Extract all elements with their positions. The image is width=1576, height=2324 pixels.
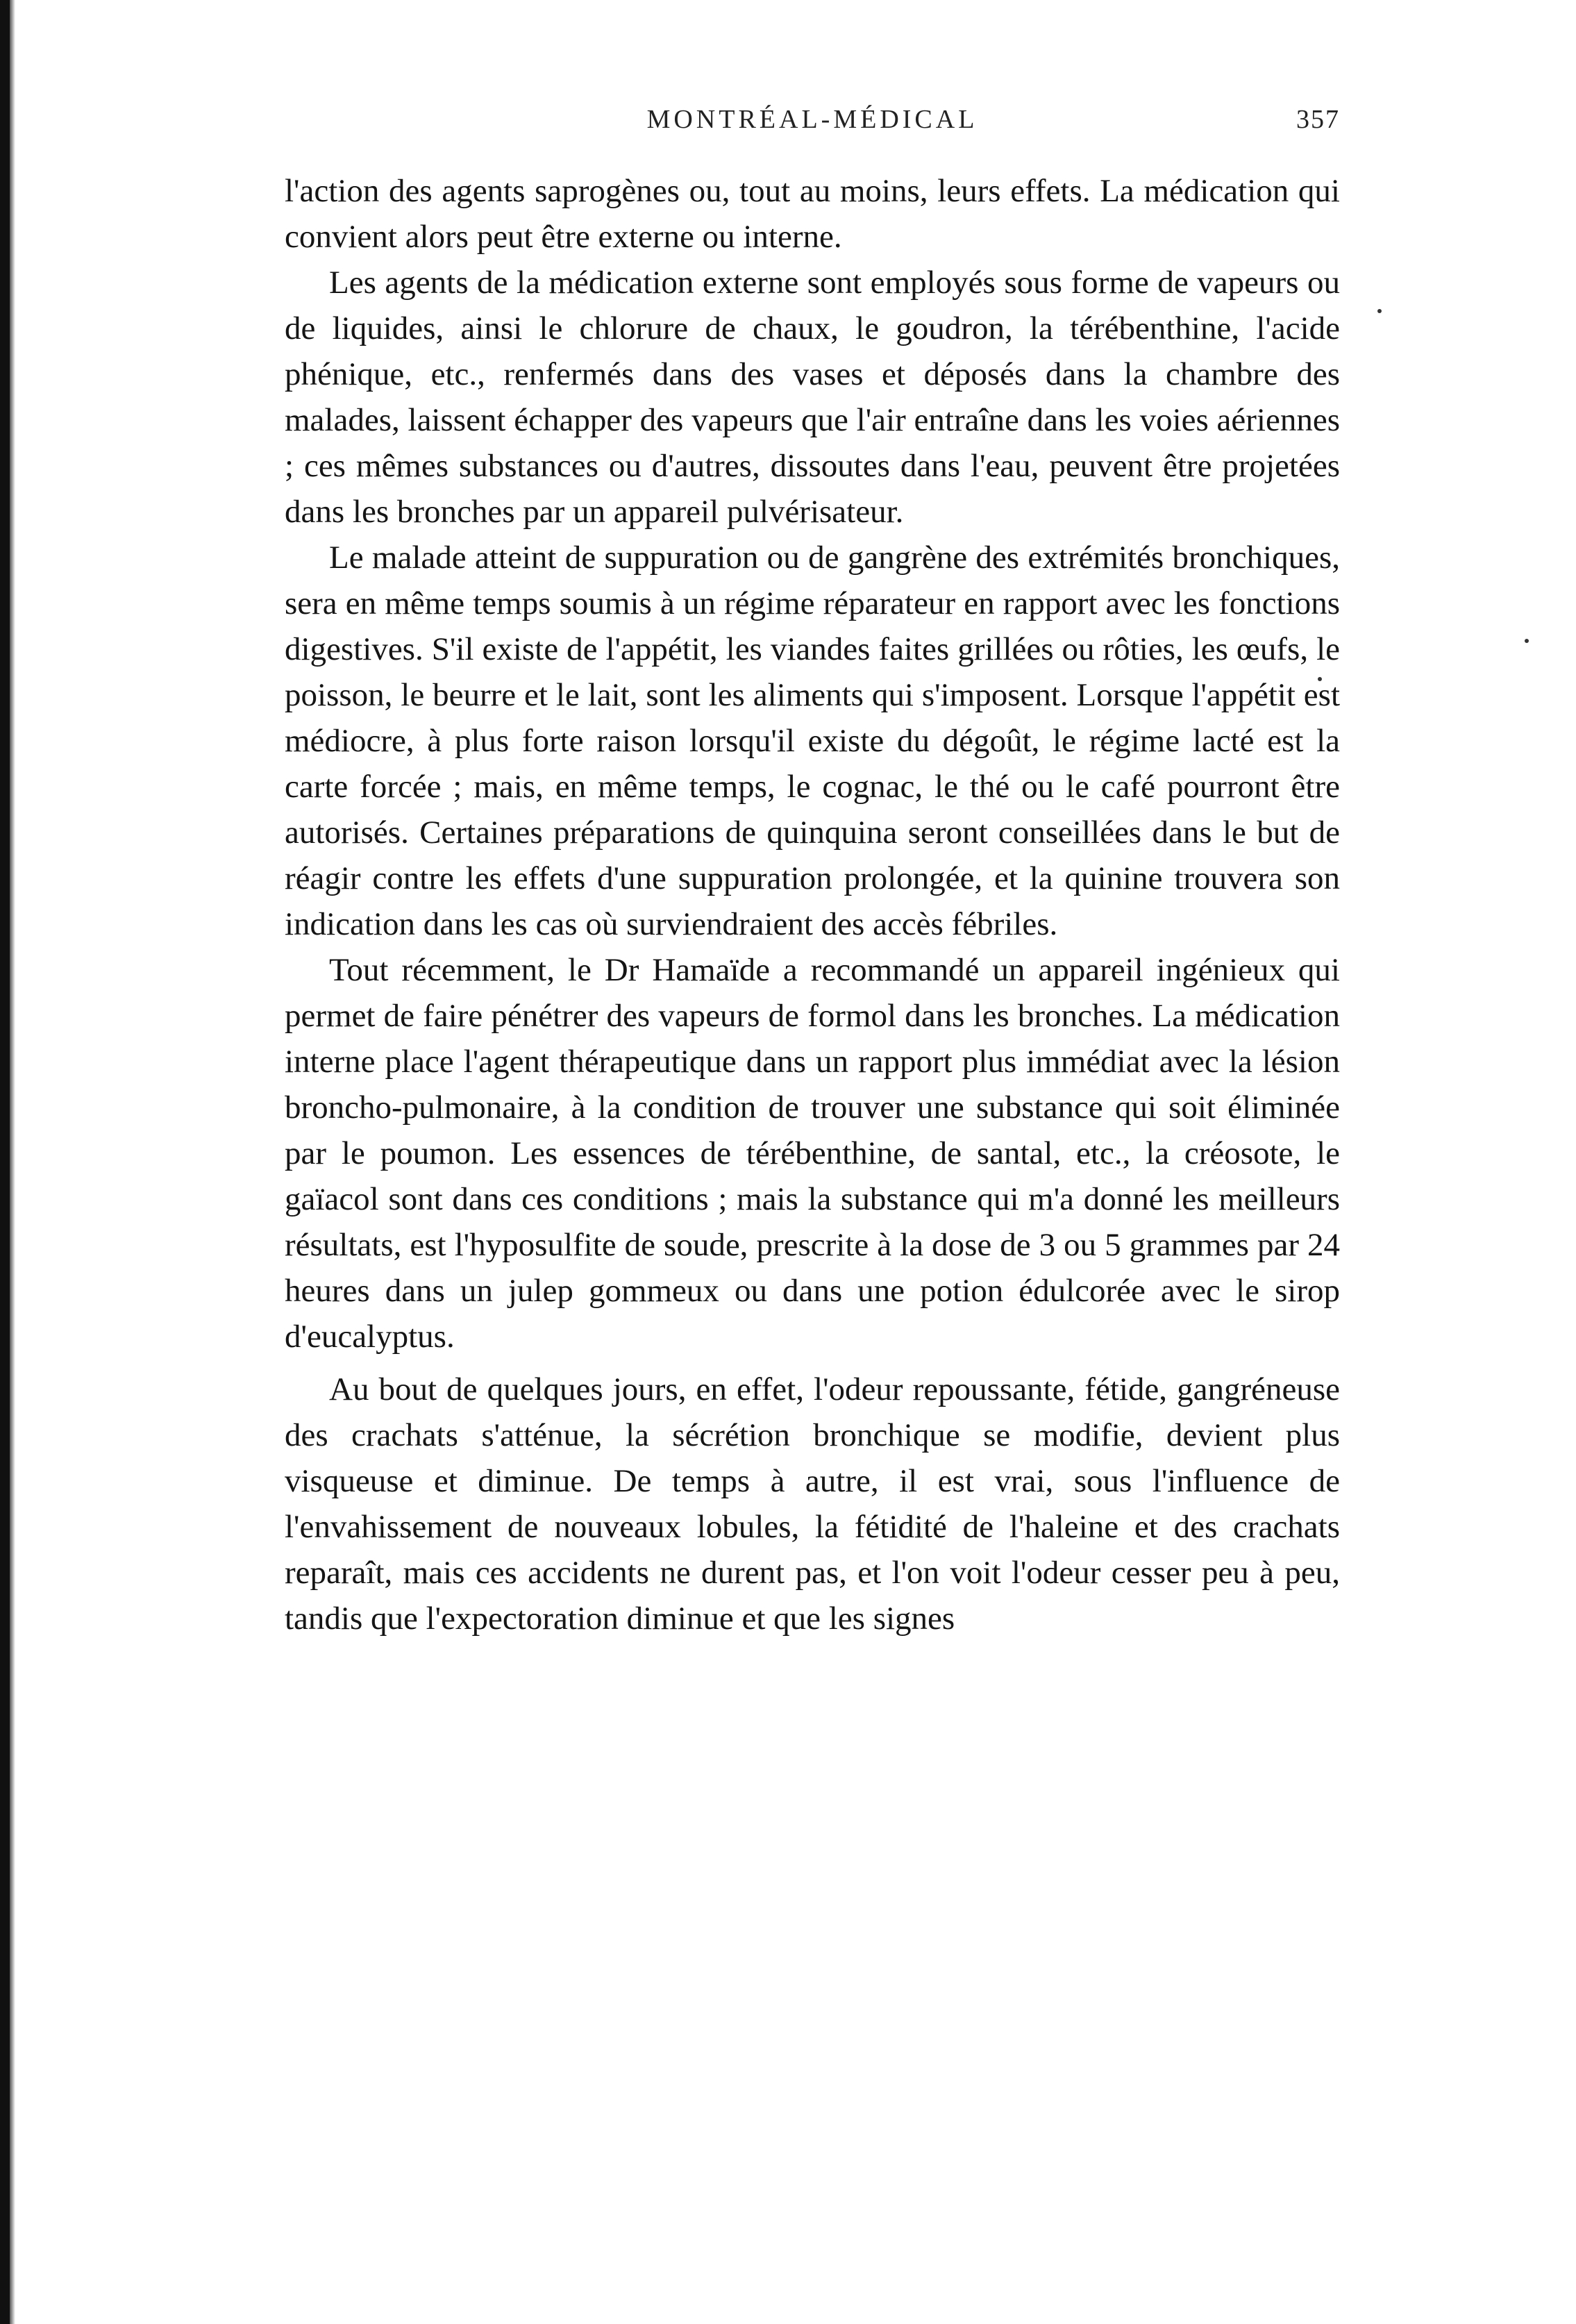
binding-edge (0, 0, 10, 2324)
paragraph: Au bout de quelques jours, en effet, l'odeur repoussante, fétide, gangréneuse des crachats s'atténue, la sécrétion bronchique se modifie, devient plus visqueuse et diminue. De temps à autre, il est vrai, sous l'influence de l'envahissement de nouveaux lobules, la fétidité de l'haleine et des crachats reparaît, mais ces accidents ne durent pas, et l'on voit l'odeur cesser peu à peu, tandis que l'expectoration diminue et que les signes (285, 1371, 1340, 1637)
scan-speck (1377, 309, 1382, 313)
scan-speck (1525, 639, 1529, 643)
paragraph: Tout récemment, le Dr Hamaïde a recommandé un appareil ingénieux qui permet de faire pénétrer des vapeurs de formol dans les bronches. La médication interne place l'agent thérapeutique dans un rapport plus immédiat avec la lésion broncho-pulmonaire, à la condition de trouver une substance qui soit éliminée par le poumon. Les essences de térébenthine, de santal, etc., la créosote, le gaïacol sont dans ces conditions ; mais la substance qui m'a donné les meilleurs résultats, est l'hyposulfite de soude, prescrite à la dose de 3 ou 5 grammes par 24 heures dans un julep gommeux ou dans une potion édulcorée avec le sirop d'eucalyptus. (285, 952, 1340, 1355)
page-number: 357 (1296, 105, 1340, 134)
running-head (285, 104, 1340, 146)
paragraph: l'action des agents saprogènes ou, tout au moins, leurs effets. La médication qui convient alors peut être externe ou interne. (285, 173, 1340, 255)
body-text (285, 168, 1340, 1641)
running-title: MONTRÉAL-MÉDICAL (646, 105, 978, 134)
book-page (285, 104, 1340, 1641)
paragraph: Le malade atteint de suppuration ou de gangrène des extrémités bronchiques, sera en même temps soumis à un régime réparateur en rapport avec les fonctions digestives. S'il existe de l'appétit, les viandes faites grillées ou rôties, les œufs, le poisson, le beurre et le lait, sont les aliments qui s'imposent. Lorsque l'appétit est médiocre, à plus forte raison lorsqu'il existe du dégoût, le régime lacté est la carte forcée ; mais, en même temps, le cognac, le thé ou le café pourront être autorisés. Certaines préparations de quinquina seront conseillées dans le but de réagir contre les effets d'une suppuration prolongée, et la quinine trouvera son indication dans les cas où surviendraient des accès fébriles. (285, 540, 1340, 942)
paragraph: Les agents de la médication externe sont employés sous forme de vapeurs ou de liquides, ainsi le chlorure de chaux, le goudron, la térébenthine, l'acide phénique, etc., renfermés dans des vases et déposés dans la chambre des malades, laissent échapper des vapeurs que l'air entraîne dans les voies aériennes ; ces mêmes substances ou d'autres, dissoutes dans l'eau, peuvent être projetées dans les bronches par un appareil pulvérisateur. (285, 265, 1340, 530)
binding-edge-shadow (10, 0, 15, 2324)
